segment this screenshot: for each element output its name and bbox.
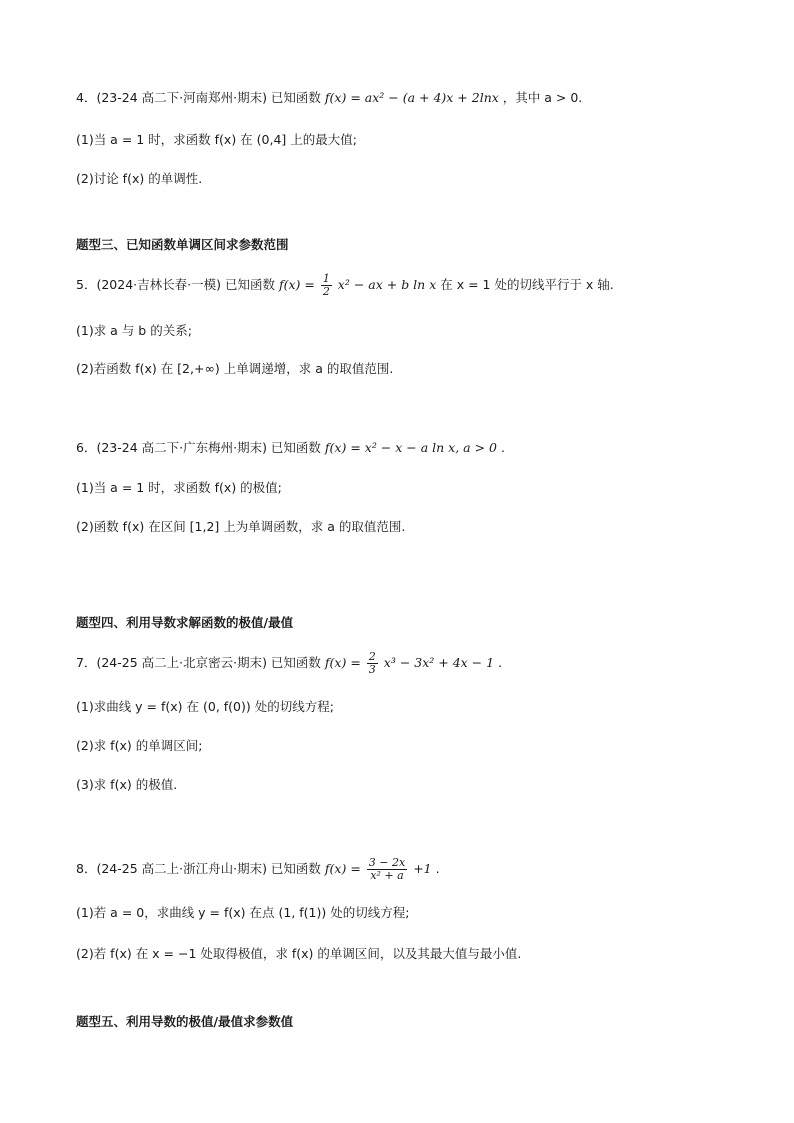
problem-8-part-2: (2)若 f(x) 在 x = −1 处取得极值，求 f(x) 的单调区间，以及其最大值与最小值.	[76, 946, 522, 961]
problem-4-function: f(x) = ax² − (a + 4)x + 2lnx	[324, 90, 499, 105]
problem-5-stem: 5．(2024·吉林长春·一模) 已知函数 f(x) = $\frac{1}{2}$ x² − ax + b ln x 在 x = 1 处的切线平行于 x 轴.	[76, 272, 614, 298]
problem-7-part-2: (2)求 f(x) 的单调区间;	[76, 738, 203, 753]
problem-8-stem: 8．(24-25 高二上·浙江舟山·期末) 已知函数 f(x) = $\frac{3 - 2x}{\text{x² + a}}$ +1 .	[76, 856, 440, 882]
problem-5-part-1: (1)求 a 与 b 的关系;	[76, 323, 192, 338]
problem-7-stem: 7．(24-25 高二上·北京密云·期末) 已知函数 f(x) = $\frac{2}{3}$ x³ − 3x² + 4x − 1 .	[76, 650, 503, 676]
problem-6-stem: 6．(23-24 高二下·广东梅州·期末) 已知函数 f(x) = x² − x − a ln x, a > 0 .	[76, 440, 505, 455]
problem-4-part-2: (2)讨论 f(x) 的单调性.	[76, 171, 203, 186]
section-heading-4: 题型四、利用导数求解函数的极值/最值	[76, 615, 294, 630]
problem-7-part-3: (3)求 f(x) 的极值.	[76, 777, 178, 792]
problem-6-part-2: (2)函数 f(x) 在区间 [1,2] 上为单调函数，求 a 的取值范围.	[76, 519, 406, 534]
problem-4-stem: 4．(23-24 高二下·河南郑州·期末) 已知函数 f(x) = ax² − (a + 4)x + 2lnx ，其中 a > 0.	[76, 90, 583, 105]
section-heading-5: 题型五、利用导数的极值/最值求参数值	[76, 1014, 294, 1029]
problem-6-function: f(x) = x² − x − a ln x, a > 0	[324, 440, 497, 455]
problem-6-part-1: (1)当 a = 1 时，求函数 f(x) 的极值;	[76, 480, 282, 495]
fraction-two-thirds: $\frac{2}{3}$	[368, 650, 376, 676]
fraction-rational: $\frac{3 - 2x}{\text{x² + a}}$	[368, 856, 406, 882]
section-heading-3: 题型三、已知函数单调区间求参数范围	[76, 237, 289, 252]
problem-4-part-1: (1)当 a = 1 时，求函数 f(x) 在 (0,4] 上的最大值;	[76, 132, 357, 147]
problem-5-part-2: (2)若函数 f(x) 在 [2,+∞) 上单调递增，求 a 的取值范围.	[76, 361, 394, 376]
problem-7-part-1: (1)求曲线 y = f(x) 在 (0, f(0)) 处的切线方程;	[76, 699, 334, 714]
fraction-one-half: $\frac{1}{2}$	[322, 272, 330, 298]
problem-8-part-1: (1)若 a = 0，求曲线 y = f(x) 在点 (1, f(1)) 处的切线方程;	[76, 905, 410, 920]
